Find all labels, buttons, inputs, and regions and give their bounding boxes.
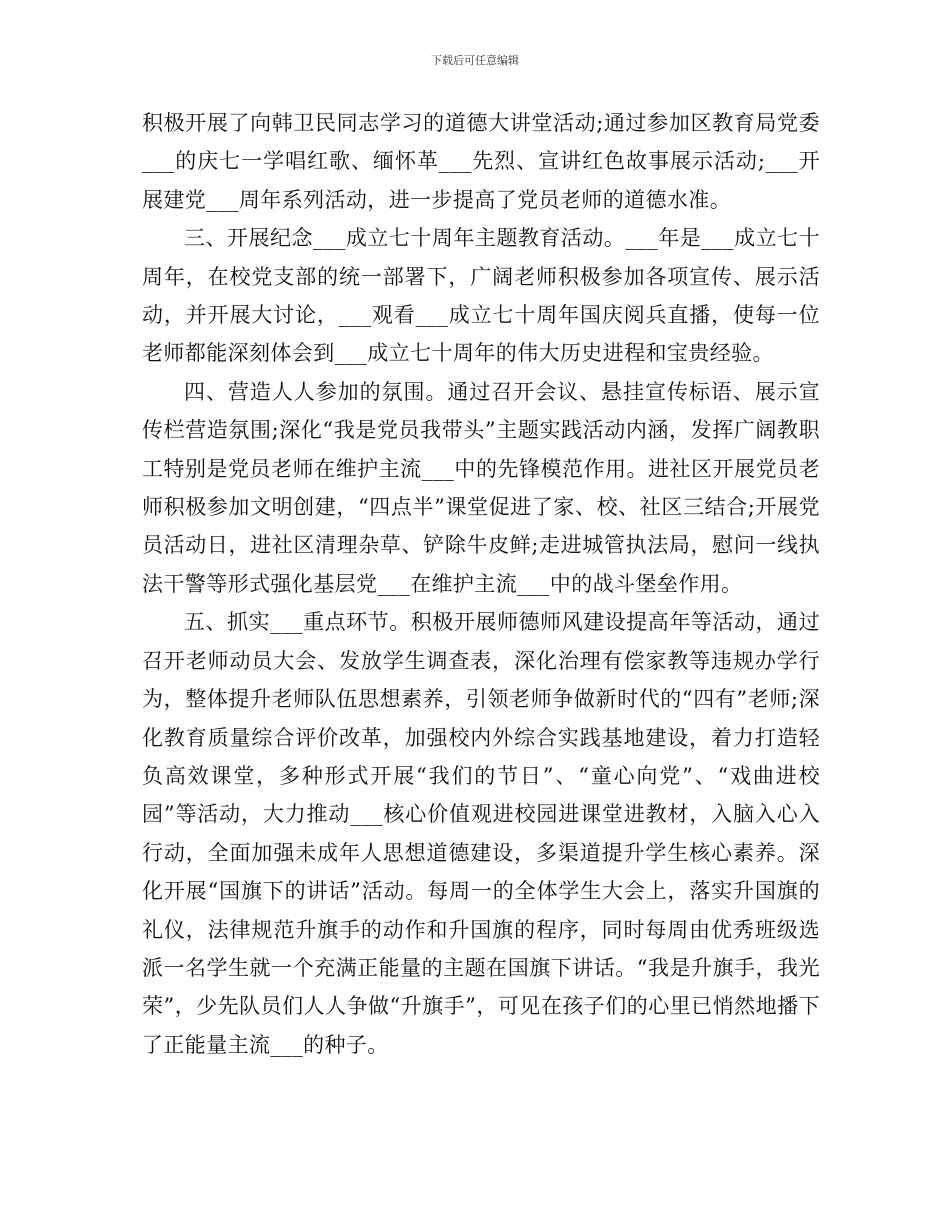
paragraph-section-four: 四、营造人人参加的氛围。通过召开会议、悬挂宣传标语、展示宣传栏营造氛围;深化“我是党员我带头”主题实践活动内涵，发挥广阔教职工特别是党员老师在维护主流___中的先锋模范作用。进社区开展党员老师积极参加文明创建，“四点半”课堂促进了家、校、社区三结合;开展党员活动日，进社区清理杂草、铲除牛皮鲜;走进城管执法局，慰问一线执法干警等形式强化基层党___在维护主流___中的战斗堡垒作用。 xyxy=(142,379,820,596)
page-header: 下载后可任意编辑 xyxy=(431,54,519,67)
paragraph-activities: 积极开展了向韩卫民同志学习的道德大讲堂活动;通过参加区教育局党委___的庆七一学唱红歌、缅怀革___先烈、宣讲红色故事展示活动;___开展建党___周年系列活动，进一步提高了党员老师的道德水准。 xyxy=(142,111,820,212)
paragraph-section-five: 五、抓实___重点环节。积极开展师德师风建设提高年等活动，通过召开老师动员大会、发放学生调查表，深化治理有偿家教等违规办学行为，整体提升老师队伍思想素养，引领老师争做新时代的“四有”老师;深化教育质量综合评价改革，加强校内外综合实践基地建设，着力打造轻负高效课堂，多种形式开展“我们的节日”、“童心向党”、“戏曲进校园”等活动，大力推动___核心价值观进校园进课堂进教材，入脑入心入行动，全面加强未成年人思想道德建设，多渠道提升学生核心素养。深化开展“国旗下的讲话”活动。每周一的全体学生大会上，落实升国旗的礼仪，法律规范升旗手的动作和升国旗的程序，同时每周由优秀班级选派一名学生就一个充满正能量的主题在国旗下讲话。“我是升旗手，我光荣”，少先队员们人人争做“升旗手”，可见在孩子们的心里已悄然地播下了正能量主流___的种子。 xyxy=(142,610,820,1057)
document-body xyxy=(142,104,820,1064)
paragraph-section-three: 三、开展纪念___成立七十周年主题教育活动。___年是___成立七十周年，在校党支部的统一部署下，广阔老师积极参加各项宣传、展示活动，并开展大讨论，___观看___成立七十周年国庆阅兵直播，使每一位老师都能深刻体会到___成立七十周年的伟大历史进程和宝贵经验。 xyxy=(142,226,820,366)
